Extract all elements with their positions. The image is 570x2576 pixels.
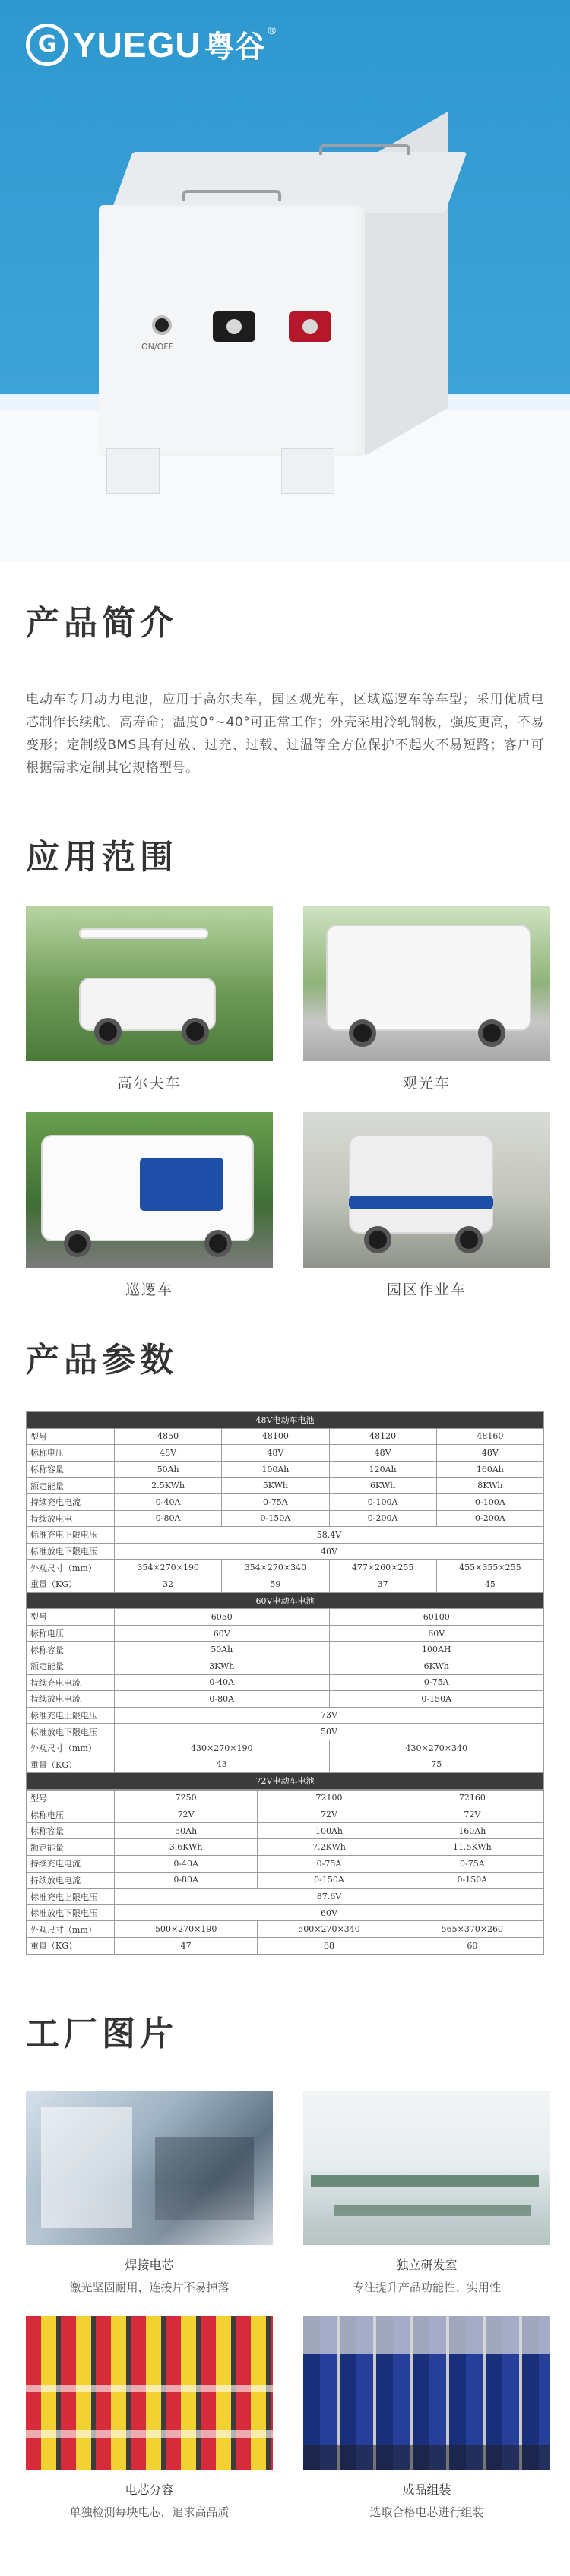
wheel-icon bbox=[364, 1226, 391, 1253]
cell: 87.6V bbox=[115, 1889, 544, 1905]
table-header-48v: 48V电动车电池 bbox=[27, 1412, 544, 1429]
battery-front-panel bbox=[99, 205, 365, 456]
application-label: 观光车 bbox=[402, 1075, 451, 1092]
cell: 6KWh bbox=[329, 1478, 436, 1494]
application-grid bbox=[0, 878, 570, 1299]
cell: 11.5KWh bbox=[401, 1839, 543, 1856]
cell: 60V bbox=[115, 1625, 330, 1642]
cart-roof bbox=[79, 928, 208, 939]
assembly-photo bbox=[303, 2316, 550, 2470]
cell: 50Ah bbox=[115, 1461, 222, 1478]
table-row bbox=[27, 1560, 544, 1576]
table-row bbox=[27, 1510, 544, 1527]
cell: 72V bbox=[258, 1806, 401, 1823]
application-card-golf[interactable] bbox=[26, 906, 273, 1092]
positive-terminal-icon bbox=[289, 311, 331, 342]
cell: 60100 bbox=[329, 1609, 544, 1626]
table-row bbox=[27, 1609, 544, 1626]
sweeper-body bbox=[349, 1135, 493, 1234]
table-row bbox=[27, 1856, 544, 1873]
cell: 0-75A bbox=[401, 1856, 543, 1873]
wheel-icon bbox=[349, 1019, 376, 1047]
cell: 0-75A bbox=[222, 1493, 329, 1510]
row-label: 持续放电电流 bbox=[27, 1691, 115, 1708]
intro-text: 电动车专用动力电池，应用于高尔夫车，园区观光车，区域巡逻车等车型；采用优质电芯制作长续航、高寿命；温度0°~40°可正常工作；外壳采用冷轧钢板，强度更高，不易变形；定制级BMS具有过放、过充、过载、过温等全方位保护不起火不易短路；客户可根据需求定制其它规格型号。 bbox=[26, 692, 544, 776]
cell: 50V bbox=[115, 1724, 544, 1740]
cell: 47 bbox=[115, 1938, 258, 1955]
shelf-shape bbox=[26, 2430, 273, 2438]
row-label: 型号 bbox=[27, 1790, 115, 1806]
cell: 72V bbox=[401, 1806, 543, 1823]
row-label: 标称电压 bbox=[27, 1806, 115, 1823]
ceiling-shape bbox=[303, 2316, 550, 2354]
negative-terminal-icon bbox=[213, 311, 255, 342]
cell: 60V bbox=[329, 1625, 544, 1642]
battery-product-image bbox=[91, 144, 471, 494]
cell: 75 bbox=[329, 1756, 544, 1773]
row-label: 重量（KG） bbox=[27, 1938, 115, 1955]
photo-overlay bbox=[303, 2183, 550, 2245]
cell: 0-100A bbox=[436, 1493, 543, 1510]
row-label: 标准放电下限电压 bbox=[27, 1904, 115, 1921]
cell: 0-75A bbox=[329, 1674, 544, 1691]
cell: 48100 bbox=[222, 1428, 329, 1445]
cell: 72100 bbox=[258, 1790, 401, 1806]
cell: 100Ah bbox=[222, 1461, 329, 1478]
cell: 8KWh bbox=[436, 1478, 543, 1494]
cell: 50Ah bbox=[115, 1642, 330, 1658]
table-section-header bbox=[27, 1773, 544, 1790]
application-label: 园区作业车 bbox=[386, 1282, 467, 1298]
factory-caption-title: 独立研发室 bbox=[396, 2257, 458, 2272]
battery-top-panel bbox=[110, 152, 467, 213]
cell: 500×270×340 bbox=[258, 1921, 401, 1938]
cell: 48V bbox=[436, 1445, 543, 1462]
section-title: 产品简介 bbox=[26, 604, 178, 643]
shelf-shape bbox=[26, 2385, 273, 2392]
row-label: 型号 bbox=[27, 1609, 115, 1626]
floor-shape bbox=[303, 2445, 550, 2470]
cell: 160Ah bbox=[436, 1461, 543, 1478]
cell: 58.4V bbox=[115, 1527, 544, 1544]
cell: 0-100A bbox=[329, 1493, 436, 1510]
cell: 3.6KWh bbox=[115, 1839, 258, 1856]
cell-grading-photo bbox=[26, 2316, 273, 2470]
row-label: 重量（KG） bbox=[27, 1576, 115, 1592]
table-row bbox=[27, 1543, 544, 1560]
cell: 565×370×260 bbox=[401, 1921, 543, 1938]
spec-table-72v bbox=[26, 1790, 544, 1955]
cell: 50Ah bbox=[115, 1822, 258, 1839]
cell: 0-150A bbox=[401, 1872, 543, 1889]
table-row bbox=[27, 1428, 544, 1445]
cell: 0-80A bbox=[115, 1510, 222, 1527]
section-title: 应用范围 bbox=[26, 838, 178, 877]
cell: 48160 bbox=[436, 1428, 543, 1445]
battery-foot bbox=[281, 448, 334, 494]
table-row bbox=[27, 1493, 544, 1510]
factory-caption-title: 成品组装 bbox=[402, 2482, 451, 2497]
cell: 32 bbox=[115, 1576, 222, 1592]
table-row bbox=[27, 1822, 544, 1839]
cell: 6KWh bbox=[329, 1658, 544, 1674]
table-row bbox=[27, 1445, 544, 1462]
row-label: 持续充电电流 bbox=[27, 1493, 115, 1510]
factory-section bbox=[0, 1955, 570, 2550]
cell: 59 bbox=[222, 1576, 329, 1592]
cell: 4850 bbox=[115, 1428, 222, 1445]
cell: 48120 bbox=[329, 1428, 436, 1445]
cell: 0-40A bbox=[115, 1674, 330, 1691]
parameters-section bbox=[0, 1299, 570, 1955]
table-section-header bbox=[27, 1412, 544, 1429]
photo-overlay bbox=[26, 2183, 273, 2245]
table-row bbox=[27, 1576, 544, 1592]
wheel-icon bbox=[64, 1230, 91, 1257]
table-row bbox=[27, 1904, 544, 1921]
row-label: 持续充电电流 bbox=[27, 1856, 115, 1873]
section-title: 产品参数 bbox=[26, 1341, 178, 1380]
row-label: 标称电压 bbox=[27, 1445, 115, 1462]
battery-handle-icon bbox=[319, 144, 410, 155]
factory-caption-desc: 激光坚固耐用，连接片不易掉落 bbox=[69, 2280, 230, 2294]
row-label: 标准充电上限电压 bbox=[27, 1707, 115, 1724]
table-row bbox=[27, 1478, 544, 1494]
wheel-icon bbox=[455, 1226, 483, 1253]
table-header-72v: 72V电动车电池 bbox=[27, 1773, 544, 1790]
factory-caption-desc: 专注提升产品功能性、实用性 bbox=[352, 2280, 501, 2294]
sweeper-vehicle-photo bbox=[303, 1112, 550, 1268]
table-row bbox=[27, 1740, 544, 1756]
table-row bbox=[27, 1938, 544, 1955]
table-row bbox=[27, 1839, 544, 1856]
battery-handle-icon bbox=[182, 190, 281, 201]
cell: 430×270×340 bbox=[329, 1740, 544, 1756]
sightseeing-car-photo bbox=[303, 906, 550, 1061]
cell: 48V bbox=[115, 1445, 222, 1462]
cell: 0-200A bbox=[329, 1510, 436, 1527]
cell: 500×270×190 bbox=[115, 1921, 258, 1938]
row-label: 持续放电电 bbox=[27, 1510, 115, 1527]
table-row bbox=[27, 1790, 544, 1806]
brand-logo[interactable] bbox=[26, 23, 277, 66]
cell: 2.5KWh bbox=[115, 1478, 222, 1494]
patrol-car-photo bbox=[26, 1112, 273, 1268]
row-label: 标准放电下限电压 bbox=[27, 1543, 115, 1560]
sightseeing-body bbox=[326, 925, 531, 1031]
table-row bbox=[27, 1642, 544, 1658]
spec-table-wrap bbox=[0, 1381, 570, 1955]
table-row bbox=[27, 1806, 544, 1823]
factory-card-assembly[interactable] bbox=[303, 2316, 550, 2520]
cell: 7250 bbox=[115, 1790, 258, 1806]
sweeper-stripe bbox=[349, 1196, 493, 1209]
cell: 0-150A bbox=[222, 1510, 329, 1527]
cell: 6050 bbox=[115, 1609, 330, 1626]
application-card-park-work[interactable] bbox=[303, 1112, 550, 1299]
power-switch-icon bbox=[152, 315, 172, 335]
cell: 0-80A bbox=[115, 1872, 258, 1889]
row-label: 标称电压 bbox=[27, 1625, 115, 1642]
table-row bbox=[27, 1658, 544, 1674]
wheel-icon bbox=[478, 1019, 505, 1047]
cell: 48V bbox=[329, 1445, 436, 1462]
row-label: 标称容量 bbox=[27, 1642, 115, 1658]
row-label: 持续充电电流 bbox=[27, 1674, 115, 1691]
factory-card-cell-grading[interactable] bbox=[26, 2316, 273, 2520]
factory-caption-desc: 选取合格电芯进行组装 bbox=[369, 2505, 484, 2519]
row-label: 额定能量 bbox=[27, 1839, 115, 1856]
cell: 72V bbox=[115, 1806, 258, 1823]
row-label: 额定能量 bbox=[27, 1478, 115, 1494]
factory-card-rd-room[interactable] bbox=[303, 2091, 550, 2295]
table-row bbox=[27, 1674, 544, 1691]
cell: 43 bbox=[115, 1756, 330, 1773]
table-row bbox=[27, 1724, 544, 1740]
cell: 455×355×255 bbox=[436, 1560, 543, 1576]
product-intro-section bbox=[0, 562, 570, 779]
cell: 45 bbox=[436, 1576, 543, 1592]
cell: 160Ah bbox=[401, 1822, 543, 1839]
application-label: 高尔夫车 bbox=[117, 1075, 182, 1092]
cell: 477×260×255 bbox=[329, 1560, 436, 1576]
cell: 73V bbox=[115, 1707, 544, 1724]
row-label: 持续放电电流 bbox=[27, 1872, 115, 1889]
cell: 72160 bbox=[401, 1790, 543, 1806]
section-title: 工厂图片 bbox=[26, 2014, 178, 2053]
cell: 5KWh bbox=[222, 1478, 329, 1494]
power-switch-label: ON/OFF bbox=[141, 342, 173, 352]
cell: 48V bbox=[222, 1445, 329, 1462]
row-label: 外观尺寸（mm） bbox=[27, 1740, 115, 1756]
wheel-icon bbox=[94, 1018, 122, 1045]
row-label: 标准充电上限电压 bbox=[27, 1889, 115, 1905]
registered-mark: ® bbox=[266, 24, 277, 37]
spec-table bbox=[26, 1411, 544, 1790]
application-card-sightseeing[interactable] bbox=[303, 906, 550, 1092]
welding-photo bbox=[26, 2091, 273, 2245]
cell: 354×270×340 bbox=[222, 1560, 329, 1576]
cell: 37 bbox=[329, 1576, 436, 1592]
row-label: 重量（KG） bbox=[27, 1756, 115, 1773]
cell: 354×270×190 bbox=[115, 1560, 222, 1576]
table-row bbox=[27, 1707, 544, 1724]
row-label: 外观尺寸（mm） bbox=[27, 1921, 115, 1938]
table-row bbox=[27, 1921, 544, 1938]
row-label: 型号 bbox=[27, 1428, 115, 1445]
table-row bbox=[27, 1625, 544, 1642]
cell: 120Ah bbox=[329, 1461, 436, 1478]
factory-card-welding[interactable] bbox=[26, 2091, 273, 2295]
cell: 88 bbox=[258, 1938, 401, 1955]
table-row bbox=[27, 1527, 544, 1544]
rd-room-photo bbox=[303, 2091, 550, 2245]
cell: 100AH bbox=[329, 1642, 544, 1658]
cell: 0-40A bbox=[115, 1856, 258, 1873]
cell: 0-150A bbox=[258, 1872, 401, 1889]
cell: 3KWh bbox=[115, 1658, 330, 1674]
row-label: 标准充电上限电压 bbox=[27, 1527, 115, 1544]
table-row bbox=[27, 1461, 544, 1478]
brand-name-en: YUEGU bbox=[73, 24, 201, 65]
table-row bbox=[27, 1889, 544, 1905]
wheel-icon bbox=[182, 1018, 209, 1045]
wheel-icon bbox=[204, 1230, 232, 1257]
row-label: 标称容量 bbox=[27, 1461, 115, 1478]
cell: 0-40A bbox=[115, 1493, 222, 1510]
row-label: 标称容量 bbox=[27, 1822, 115, 1839]
golf-cart-photo bbox=[26, 906, 273, 1061]
application-section bbox=[0, 779, 570, 1299]
cell: 430×270×190 bbox=[115, 1740, 330, 1756]
row-label: 外观尺寸（mm） bbox=[27, 1560, 115, 1576]
table-section-header bbox=[27, 1592, 544, 1609]
row-label: 额定能量 bbox=[27, 1658, 115, 1674]
factory-caption-title: 焊接电芯 bbox=[125, 2257, 174, 2272]
brand-name-cn: 粤谷 bbox=[204, 30, 265, 65]
patrol-seats bbox=[140, 1158, 223, 1211]
cell: 100Ah bbox=[258, 1822, 401, 1839]
cell: 0-150A bbox=[329, 1691, 544, 1708]
cell: 0-200A bbox=[436, 1510, 543, 1527]
application-card-patrol[interactable] bbox=[26, 1112, 273, 1299]
cell: 0-80A bbox=[115, 1691, 330, 1708]
factory-caption-desc: 单独检测每块电芯，追求高品质 bbox=[69, 2505, 230, 2519]
cell: 60 bbox=[401, 1938, 543, 1955]
cell: 0-75A bbox=[258, 1856, 401, 1873]
battery-foot bbox=[106, 448, 160, 494]
table-row bbox=[27, 1756, 544, 1773]
factory-grid bbox=[0, 2055, 570, 2550]
table-row bbox=[27, 1691, 544, 1708]
application-label: 巡逻车 bbox=[125, 1282, 173, 1298]
factory-caption-title: 电芯分容 bbox=[125, 2482, 174, 2497]
cell: 7.2KWh bbox=[258, 1839, 401, 1856]
table-header-60v: 60V电动车电池 bbox=[27, 1592, 544, 1609]
table-row bbox=[27, 1872, 544, 1889]
row-label: 标准放电下限电压 bbox=[27, 1724, 115, 1740]
cell: 60V bbox=[115, 1904, 544, 1921]
logo-mark-icon: G bbox=[26, 24, 68, 66]
cell: 40V bbox=[115, 1543, 544, 1560]
hero-banner bbox=[0, 0, 570, 562]
